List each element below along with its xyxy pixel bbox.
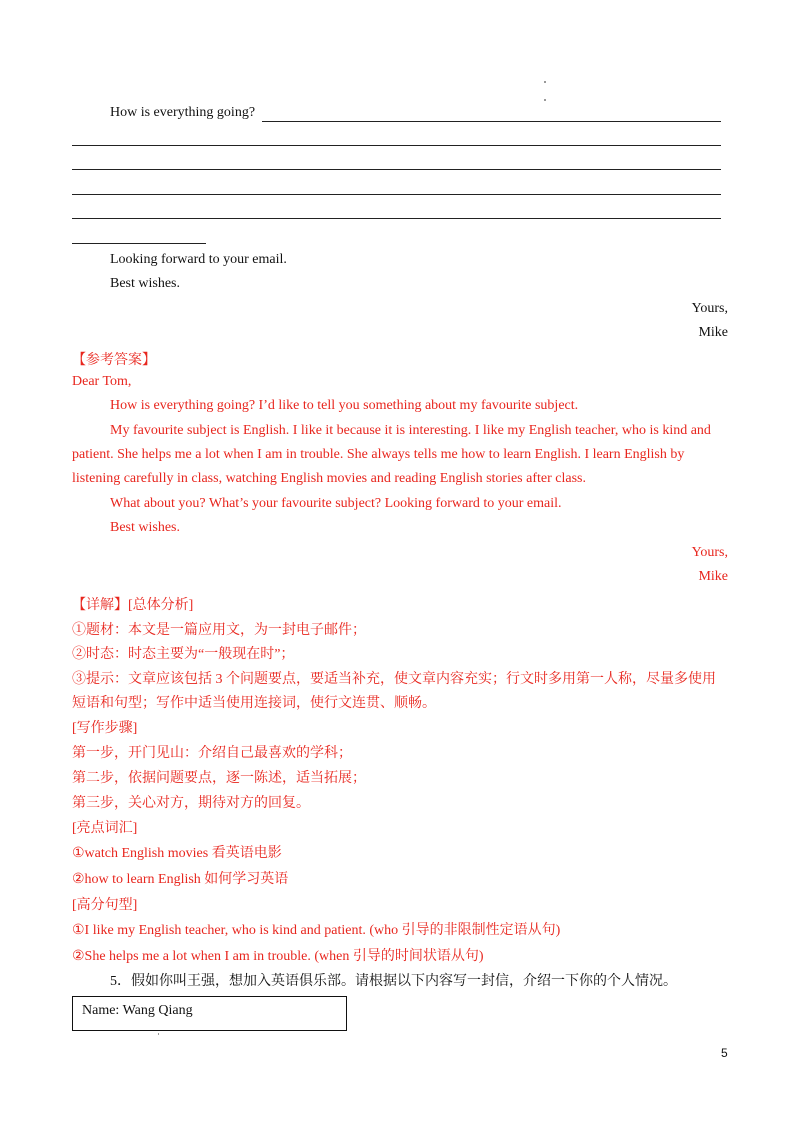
explanation-heading: 【详解】[总体分析] bbox=[72, 598, 194, 613]
signoff-name: Mike bbox=[698, 325, 728, 340]
answer-paragraph: What about you? What’s your favourite subject? Looking forward to your email. bbox=[110, 496, 562, 511]
writing-line bbox=[72, 243, 206, 244]
opening-line: How is everything going? bbox=[110, 105, 256, 120]
writing-line bbox=[262, 121, 721, 122]
explanation-item: ①题材：本文是一篇应用文，为一封电子邮件； bbox=[72, 623, 366, 638]
closing-line: Looking forward to your email. bbox=[110, 252, 287, 267]
answer-paragraph: listening carefully in class, watching English movies and reading English stories after class. bbox=[72, 471, 586, 486]
vocab-item: ②how to learn English 如何学习英语 bbox=[72, 872, 289, 887]
step-item: 第一步，开门见山：介绍自己最喜欢的学科； bbox=[72, 746, 352, 761]
steps-heading: [写作步骤] bbox=[72, 721, 138, 736]
answer-paragraph: How is everything going? I’d like to tell you something about my favourite subject. bbox=[110, 398, 579, 413]
answer-greeting: Dear Tom, bbox=[72, 374, 132, 389]
writing-line bbox=[72, 145, 721, 146]
answer-signoff-name: Mike bbox=[698, 569, 728, 584]
writing-line bbox=[72, 218, 721, 219]
answer-signoff: Yours, bbox=[691, 545, 728, 560]
explanation-item: 短语和句型；写作中适当使用连接词，使行文连贯、顺畅。 bbox=[72, 696, 436, 711]
vocab-heading: [亮点词汇] bbox=[72, 821, 138, 836]
writing-line bbox=[72, 194, 721, 195]
signoff: Yours, bbox=[691, 301, 728, 316]
explanation-item: ③提示：文章应该包括 3 个问题要点，要适当补充，使文章内容充实；行文时多用第一人称，尽量多使用 bbox=[72, 672, 716, 687]
stray-dot bbox=[158, 1033, 159, 1035]
writing-line bbox=[72, 169, 721, 170]
info-box-text: Name: Wang Qiang bbox=[82, 1003, 193, 1018]
answer-heading: 【参考答案】 bbox=[72, 353, 156, 368]
step-item: 第三步，关心对方，期待对方的回复。 bbox=[72, 796, 310, 811]
step-item: 第二步，依据问题要点，逐一陈述，适当拓展； bbox=[72, 771, 366, 786]
page-number: 5 bbox=[721, 1046, 728, 1060]
stray-dot bbox=[544, 81, 546, 83]
answer-paragraph: patient. She helps me a lot when I am in trouble. She always tells me how to learn English. I learn English by bbox=[72, 447, 685, 462]
vocab-item: ①watch English movies 看英语电影 bbox=[72, 846, 282, 861]
answer-paragraph: Best wishes. bbox=[110, 520, 180, 535]
answer-paragraph: My favourite subject is English. I like it because it is interesting. I like my English teacher, who is kind and bbox=[110, 423, 711, 438]
closing-line: Best wishes. bbox=[110, 276, 180, 291]
sentences-heading: [高分句型] bbox=[72, 898, 138, 913]
stray-dot bbox=[544, 99, 546, 101]
question-5-prompt: 5．假如你叫王强，想加入英语俱乐部。请根据以下内容写一封信，介绍一下你的个人情况。 bbox=[110, 974, 677, 989]
explanation-item: ②时态：时态主要为“一般现在时”； bbox=[72, 647, 295, 662]
sentence-item: ②She helps me a lot when I am in trouble. (when 引导的时间状语从句) bbox=[72, 949, 484, 964]
sentence-item: ①I like my English teacher, who is kind and patient. (who 引导的非限制性定语从句) bbox=[72, 923, 561, 938]
info-box bbox=[72, 996, 347, 1031]
